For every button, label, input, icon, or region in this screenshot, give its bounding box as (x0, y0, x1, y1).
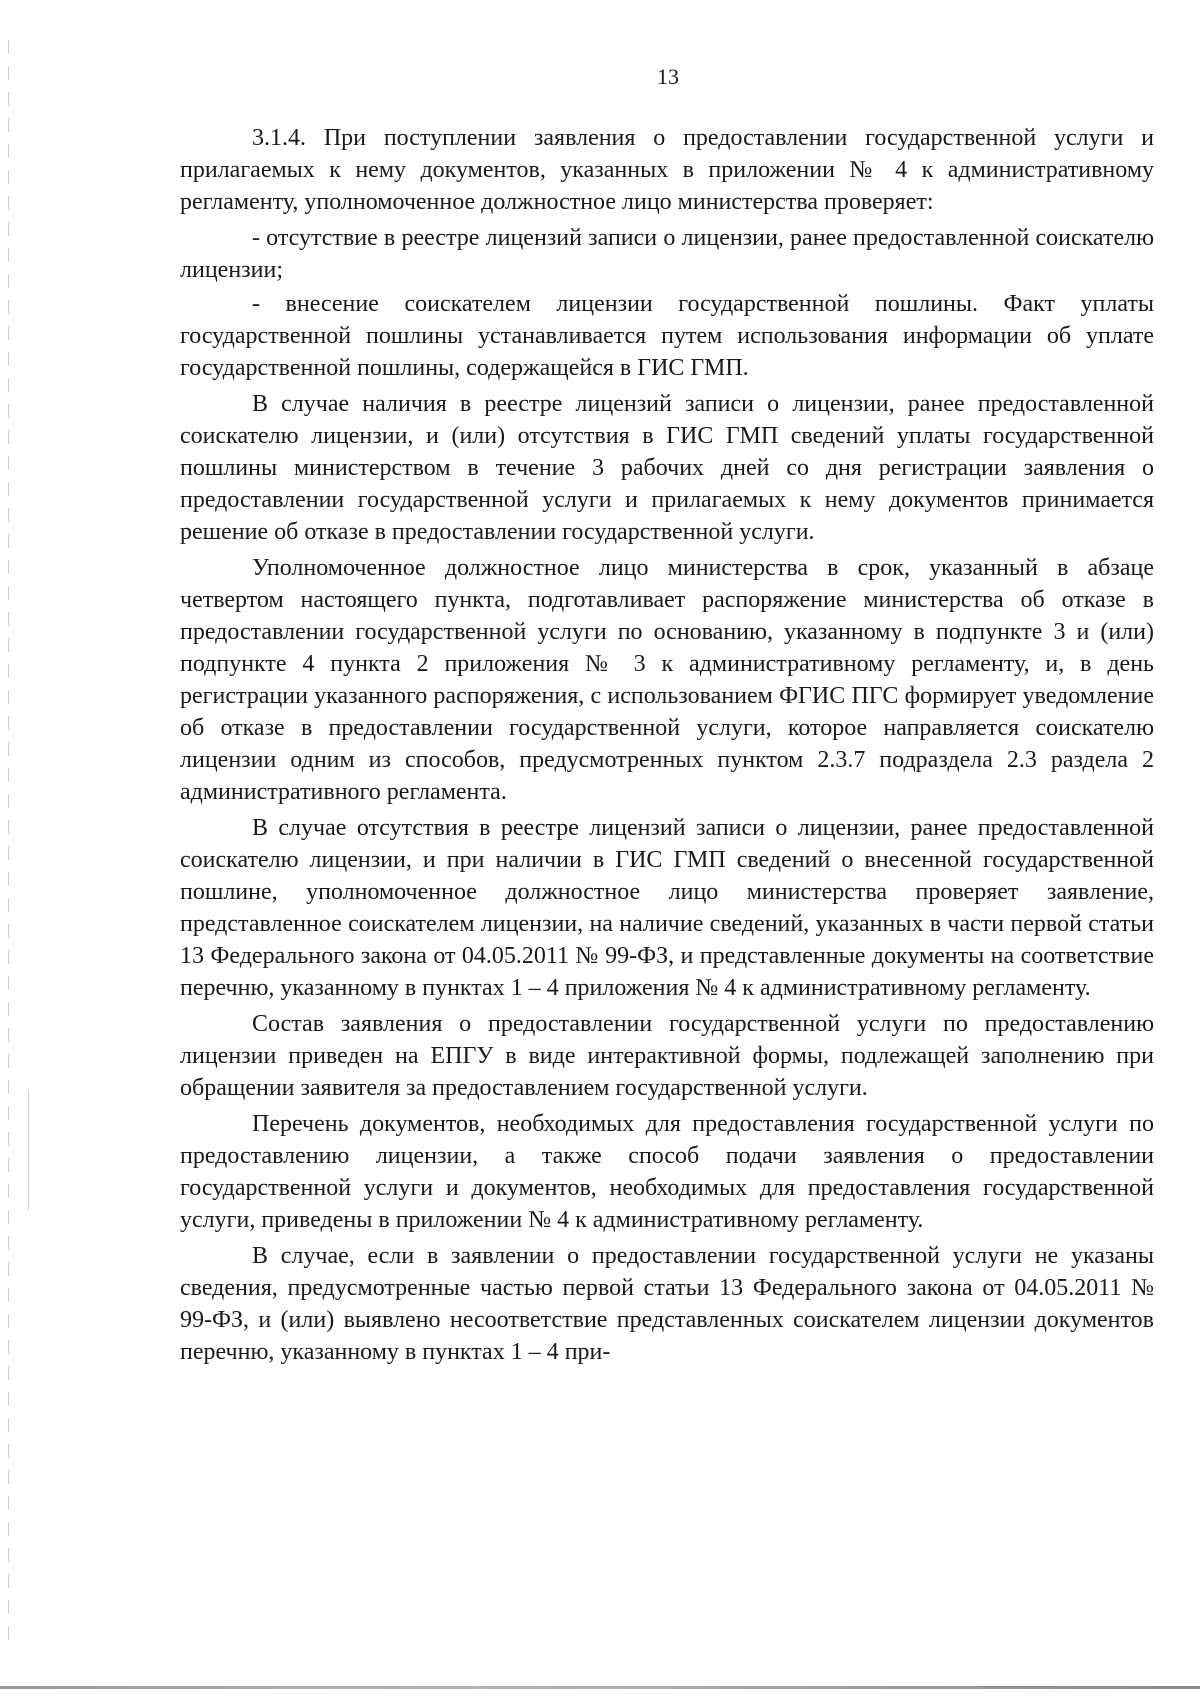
paragraph-check-registry: - отсутствие в реестре лицензий записи о лицензии, ранее предоставленной соискателю лицензии; (180, 225, 1154, 283)
paragraph-check-fee: - внесение соискателем лицензии государственной пошлины. Факт уплаты государственной пошлины устанавливается путем использования информации об уплате государственной пошлины, содержащейся в ГИС ГМП. (180, 291, 1154, 381)
page-number: 13 (657, 64, 679, 89)
paragraph-documents-list: Перечень документов, необходимых для предоставления государственной услуги по предоставлению лицензии, а также способ подачи заявления о предоставлении государственной услуги и документов, необходимых для предоставления государственной услуги, приведены в приложении № 4 к административному регламенту. (180, 1111, 1154, 1233)
paragraph-refusal-notice: Уполномоченное должностное лицо министерства в срок, указанный в абзаце четвертом настоящего пункта, подготавливает распоряжение министерства об отказе в предоставлении государственной услуги по основанию, указанному в подпункте 3 и (или) подпункте 4 пункта 2 приложения № 3 к административному регламенту, и, в день регистрации указанного распоряжения, с использованием ФГИС ПГС формирует уведомление об отказе в предоставлении государственной услуги, которое направляется соискателю лицензии одним из способов, предусмотренных пунктом 2.3.7 подраздела 2.3 раздела 2 административного регламента. (180, 555, 1154, 805)
paragraph-refusal-decision: В случае наличия в реестре лицензий записи о лицензии, ранее предоставленной соискателю лицензии, и (или) отсутствия в ГИС ГМП сведений уплаты государственной пошлины министерством в течение 3 рабочих дней со дня регистрации заявления о предоставлении государственной услуги и прилагаемых к нему документов принимается решение об отказе в предоставлении государственной услуги. (180, 391, 1154, 545)
document-body (180, 122, 1154, 1372)
scan-edge-artifact (8, 40, 9, 1640)
paragraph-missing-info: В случае, если в заявлении о предоставлении государственной услуги не указаны сведения, предусмотренные частью первой статьи 13 Федерального закона от 04.05.2011 № 99-ФЗ, и (или) выявлено несоответствие представленных соискателем лицензии документов перечню, указанному в пунктах 1 – 4 при- (180, 1243, 1154, 1365)
scan-edge-artifact-lower (28, 1090, 29, 1210)
scan-bottom-edge (0, 1686, 1200, 1689)
paragraph-application-check: В случае отсутствия в реестре лицензий записи о лицензии, ранее предоставленной соискателю лицензии, и при наличии в ГИС ГМП сведений о внесенной государственной пошлине, уполномоченное должностное лицо министерства проверяет заявление, представленное соискателем лицензии, на наличие сведений, указанных в части первой статьи 13 Федерального закона от 04.05.2011 № 99-ФЗ, и представленные документы на соответствие перечню, указанному в пунктах 1 – 4 приложения № 4 к административному регламенту. (180, 815, 1154, 1001)
paragraph-3-1-4: 3.1.4. При поступлении заявления о предоставлении государственной услуги и прилагаемых к нему документов, указанных в приложении № 4 к административному регламенту, уполномоченное должностное лицо министерства проверяет: (180, 125, 1154, 215)
paragraph-application-composition: Состав заявления о предоставлении государственной услуги по предоставлению лицензии приведен на ЕПГУ в виде интерактивной формы, подлежащей заполнению при обращении заявителя за предоставлением государственной услуги. (180, 1011, 1154, 1101)
